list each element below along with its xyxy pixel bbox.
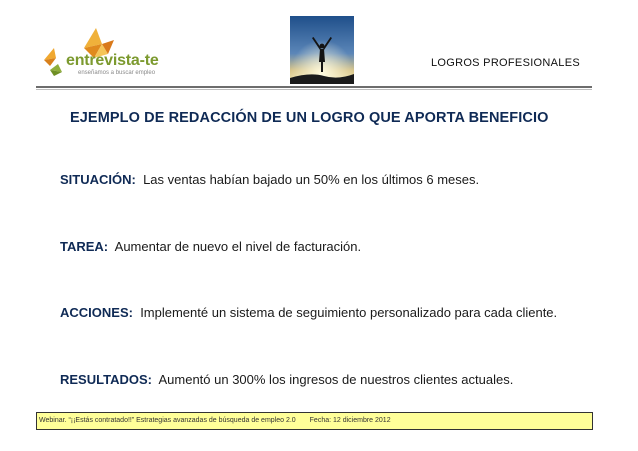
footer-webinar-text: Webinar. “¡¡Estás contratado!!” Estrategias avanzadas de búsqueda de empleo 2.0: [39, 417, 296, 424]
actions-line: [60, 305, 557, 320]
header-divider: [36, 86, 592, 88]
actions-label: ACCIONES:: [60, 305, 133, 320]
situation-label: SITUACIÓN:: [60, 172, 136, 187]
situation-line: [60, 172, 479, 187]
person-arms-raised-sunset-image: [290, 16, 354, 84]
section-title: LOGROS PROFESIONALES: [430, 57, 580, 69]
header-divider-shadow: [36, 89, 592, 90]
footer-bar: [36, 412, 593, 430]
results-label: RESULTADOS:: [60, 372, 152, 387]
actions-text: Implementé un sistema de seguimiento personalizado para cada cliente.: [140, 305, 558, 320]
results-text: Aumentó un 300% los ingresos de nuestros clientes actuales.: [158, 372, 514, 387]
task-label: TAREA:: [60, 239, 109, 254]
page-heading: EJEMPLO DE REDACCIÓN DE UN LOGRO QUE APORTA BENEFICIO: [70, 110, 549, 126]
footer-date: Fecha: 12 diciembre 2012: [309, 417, 391, 424]
brand-logo: [36, 26, 166, 82]
results-line: [60, 372, 513, 387]
task-line: [60, 239, 361, 254]
logo-tagline: enseñamos a buscar empleo: [78, 70, 156, 76]
situation-text: Las ventas habían bajado un 50% en los últimos 6 meses.: [143, 172, 480, 187]
logo-name: entrevista-te: [66, 52, 159, 69]
task-text: Aumentar de nuevo el nivel de facturación.: [114, 239, 362, 254]
